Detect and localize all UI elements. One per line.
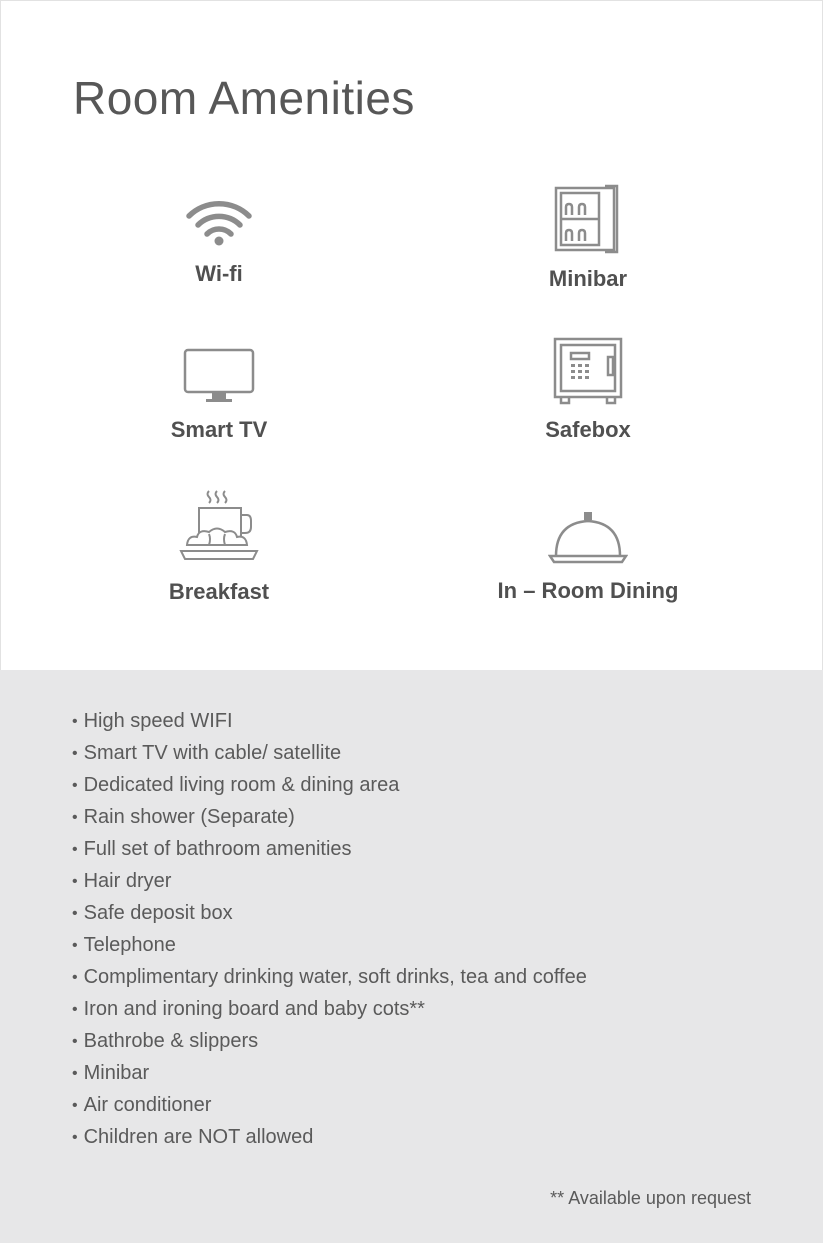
list-item: • Minibar [72,1058,587,1090]
list-item: • Hair dryer [72,866,587,898]
list-item: • High speed WIFI [72,706,587,738]
breakfast-icon [179,487,259,567]
list-item: • Dedicated living room & dining area [72,770,587,802]
amenity-label: Safebox [545,417,631,442]
amenity-wifi [89,197,349,287]
list-item: • Telephone [72,930,587,962]
footnote: ** Available upon request [550,1188,751,1208]
minibar-icon [553,184,623,254]
amenity-label: Minibar [548,266,628,291]
list-item: • Full set of bathroom amenities [72,834,587,866]
wifi-icon [184,197,254,249]
list-item: • Air conditioner [72,1090,587,1122]
amenity-smart-tv [89,347,349,443]
list-item: • Complimentary drinking water, soft drinks, tea and coffee [72,962,587,994]
cloche-icon [548,510,628,566]
tv-icon [182,347,256,405]
amenity-breakfast [89,487,349,605]
list-item: • Rain shower (Separate) [72,802,587,834]
list-item: • Smart TV with cable/ satellite [72,738,587,770]
list-item: • Children are NOT allowed [72,1122,587,1154]
page-title: Room Amenities [73,72,415,124]
list-item: • Bathrobe & slippers [72,1026,587,1058]
safe-icon [553,337,623,405]
amenity-in-room-dining [458,510,718,604]
list-item: • Safe deposit box [72,898,587,930]
amenity-label: In – Room Dining [497,578,679,603]
amenity-label: Breakfast [168,579,270,604]
amenity-safebox [458,337,718,443]
amenity-minibar [458,184,718,292]
amenity-label: Smart TV [170,417,268,442]
features-section [0,670,823,1243]
amenity-label: Wi-fi [195,261,243,286]
features-list [72,706,587,1154]
list-item: • Iron and ironing board and baby cots** [72,994,587,1026]
